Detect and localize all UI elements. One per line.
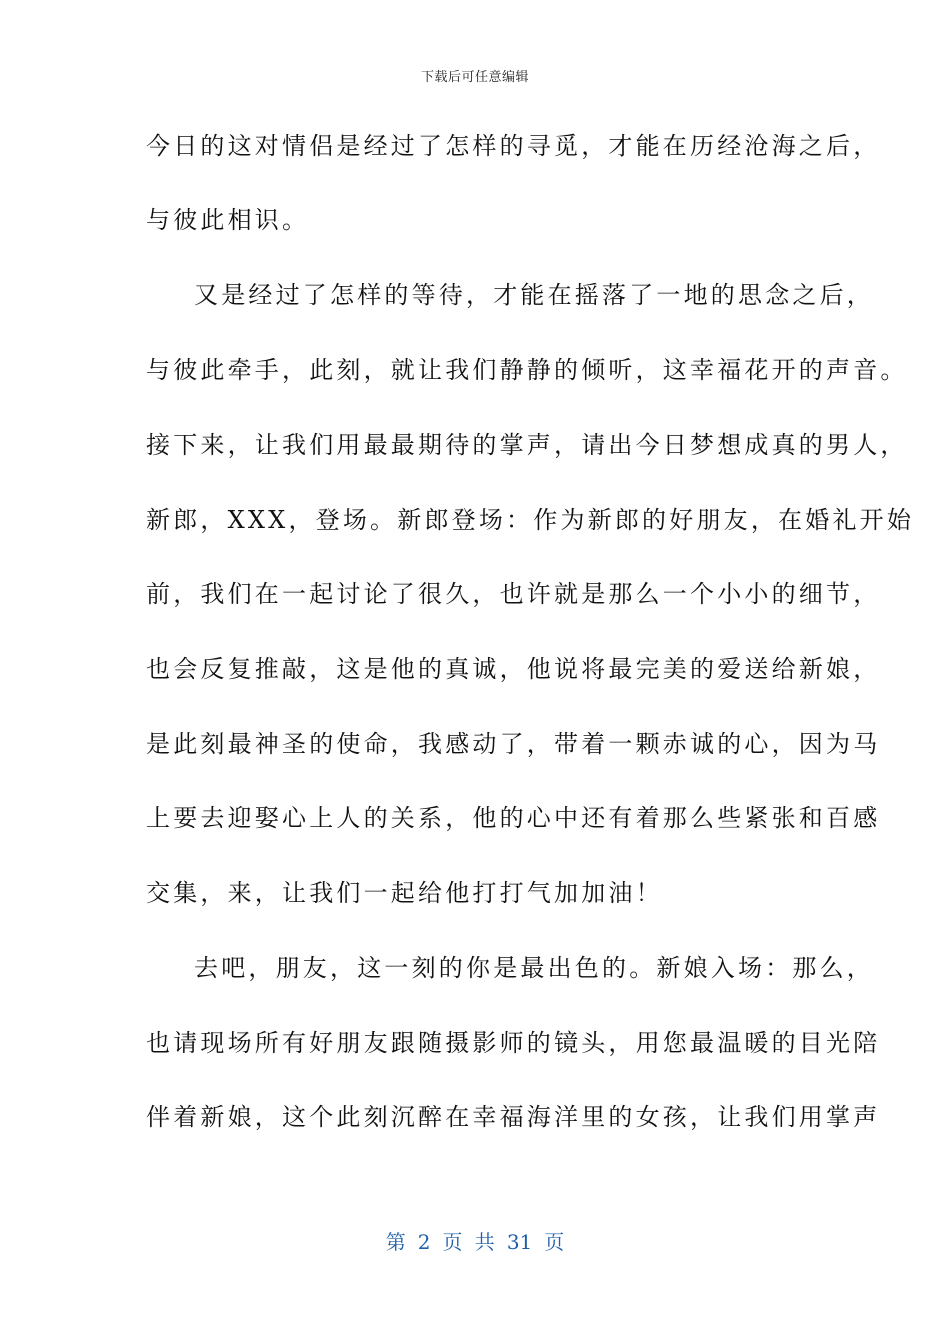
footer-total-pages: 31 (506, 1230, 533, 1254)
body-line-8: 也会反复推敲，这是他的真诚，他说将最完美的爱送给新娘， (146, 655, 881, 683)
body-line-11: 交集，来，让我们一起给他打打气加加油！ (146, 879, 663, 907)
body-line-6: 新郎，XXX，登场。新郎登场：作为新郎的好朋友，在婚礼开始 (146, 506, 915, 534)
body-line-5: 接下来，让我们用最最期待的掌声，请出今日梦想成真的男人， (146, 431, 908, 459)
body-line-13: 也请现场所有好朋友跟随摄影师的镜头，用您最温暖的目光陪 (146, 1029, 881, 1057)
body-line-12: 去吧，朋友，这一刻的你是最出色的。新娘入场：那么， (194, 954, 874, 982)
page-header-note: 下载后可任意编辑 (420, 70, 529, 85)
footer-current-page: 2 (417, 1230, 431, 1254)
page-number-footer (0, 1226, 950, 1255)
body-line-14: 伴着新娘，这个此刻沉醉在幸福海洋里的女孩，让我们用掌声 (146, 1103, 881, 1131)
body-line-1: 今日的这对情侣是经过了怎样的寻觅，才能在历经沧海之后， (146, 132, 881, 160)
footer-prefix: 第 (385, 1230, 406, 1254)
body-line-10: 上要去迎娶心上人的关系，他的心中还有着那么些紧张和百感 (146, 804, 881, 832)
body-line-3: 又是经过了怎样的等待，才能在摇落了一地的思念之后， (194, 281, 874, 309)
body-line-9: 是此刻最神圣的使命，我感动了，带着一颗赤诚的心，因为马 (146, 730, 881, 758)
body-line-7: 前，我们在一起讨论了很久，也许就是那么一个小小的细节， (146, 580, 881, 608)
body-line-2: 与彼此相识。 (146, 206, 310, 234)
footer-suffix: 页 (544, 1230, 565, 1254)
body-line-4: 与彼此牵手，此刻，就让我们静静的倾听，这幸福花开的声音。 (146, 356, 908, 384)
footer-middle: 页 共 (442, 1230, 495, 1254)
